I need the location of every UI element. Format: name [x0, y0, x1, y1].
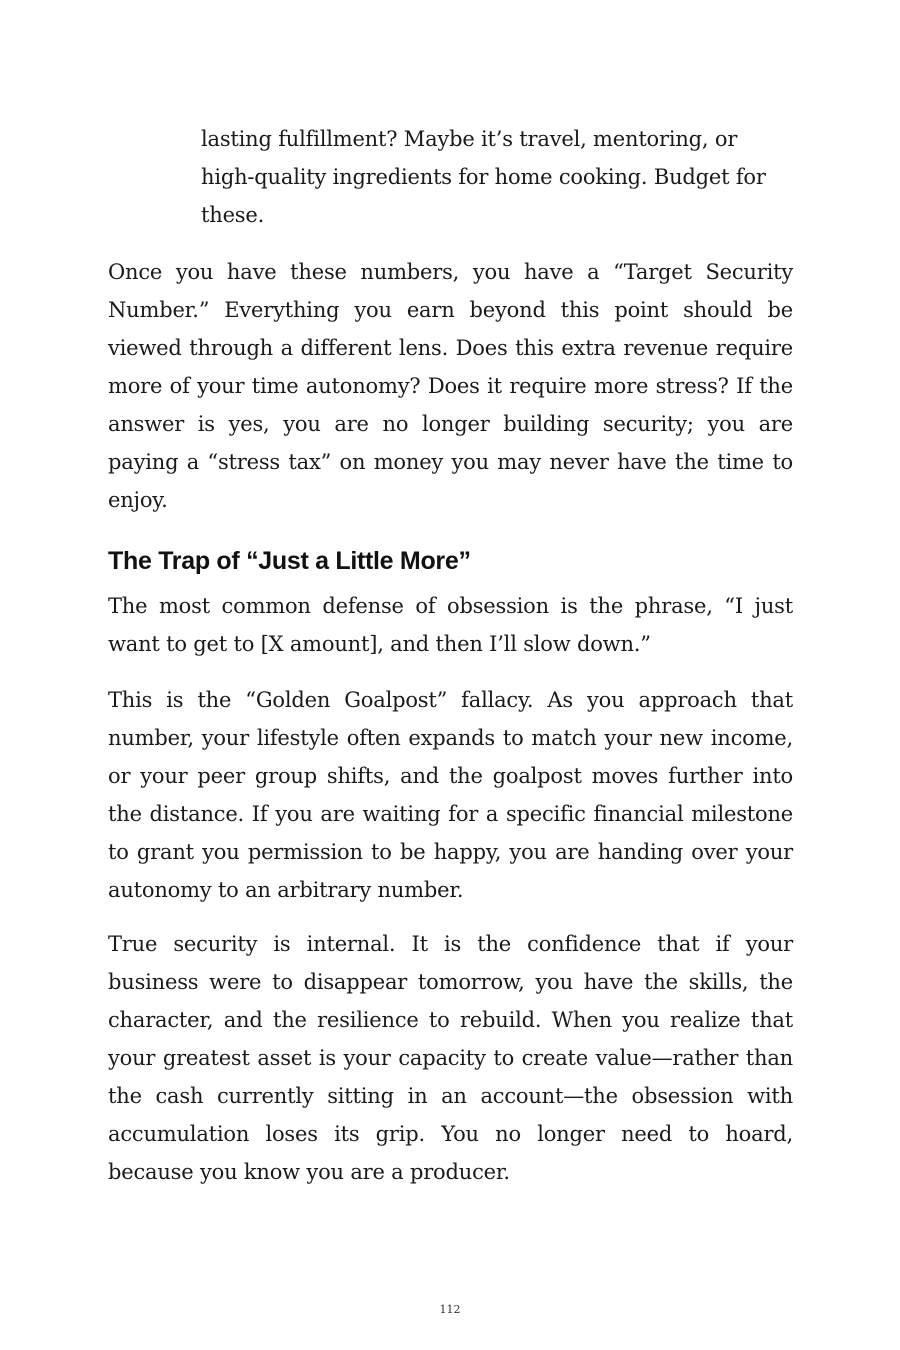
body-paragraph-target-security: Once you have these numbers, you have a “Target Security Number.” Everything you earn beyond this point should be viewed through a different lens. Does this extra revenue require more of your time autonomy? Does it require more stress? If the answer is yes, you are no longer building security; you are paying a “stress tax” on money you may never have the time to enjoy. — [108, 260, 793, 512]
body-paragraph-true-security: True security is internal. It is the confidence that if your business were to disappear tomorrow, you have the skills, the character, and the resilience to rebuild. When you realize that your greatest asset is your capacity to create value—rather than the cash currently sitting in an account—the obsession with accumulation loses its grip. You no longer need to hoard, because you know you are a producer. — [108, 932, 793, 1184]
body-paragraph-defense: The most common defense of obsession is the phrase, “I just want to get to [X amount], and then I’ll slow down.” — [108, 594, 793, 656]
section-heading: The Trap of “Just a Little More” — [108, 547, 471, 575]
body-paragraph-golden-goalpost: This is the “Golden Goalpost” fallacy. As you approach that number, your lifestyle often expands to match your new income, or your peer group shifts, and the goalpost moves further into the distance. If you are waiting for a specific financial milestone to grant you permission to be happy, you are handing over your autonomy to an arbitrary number. — [108, 688, 793, 902]
page-number: 112 — [439, 1303, 461, 1316]
continued-list-paragraph: lasting fulfillment? Maybe it’s travel, mentoring, or high-quality ingredients for home cooking. Budget for these. — [201, 127, 766, 227]
